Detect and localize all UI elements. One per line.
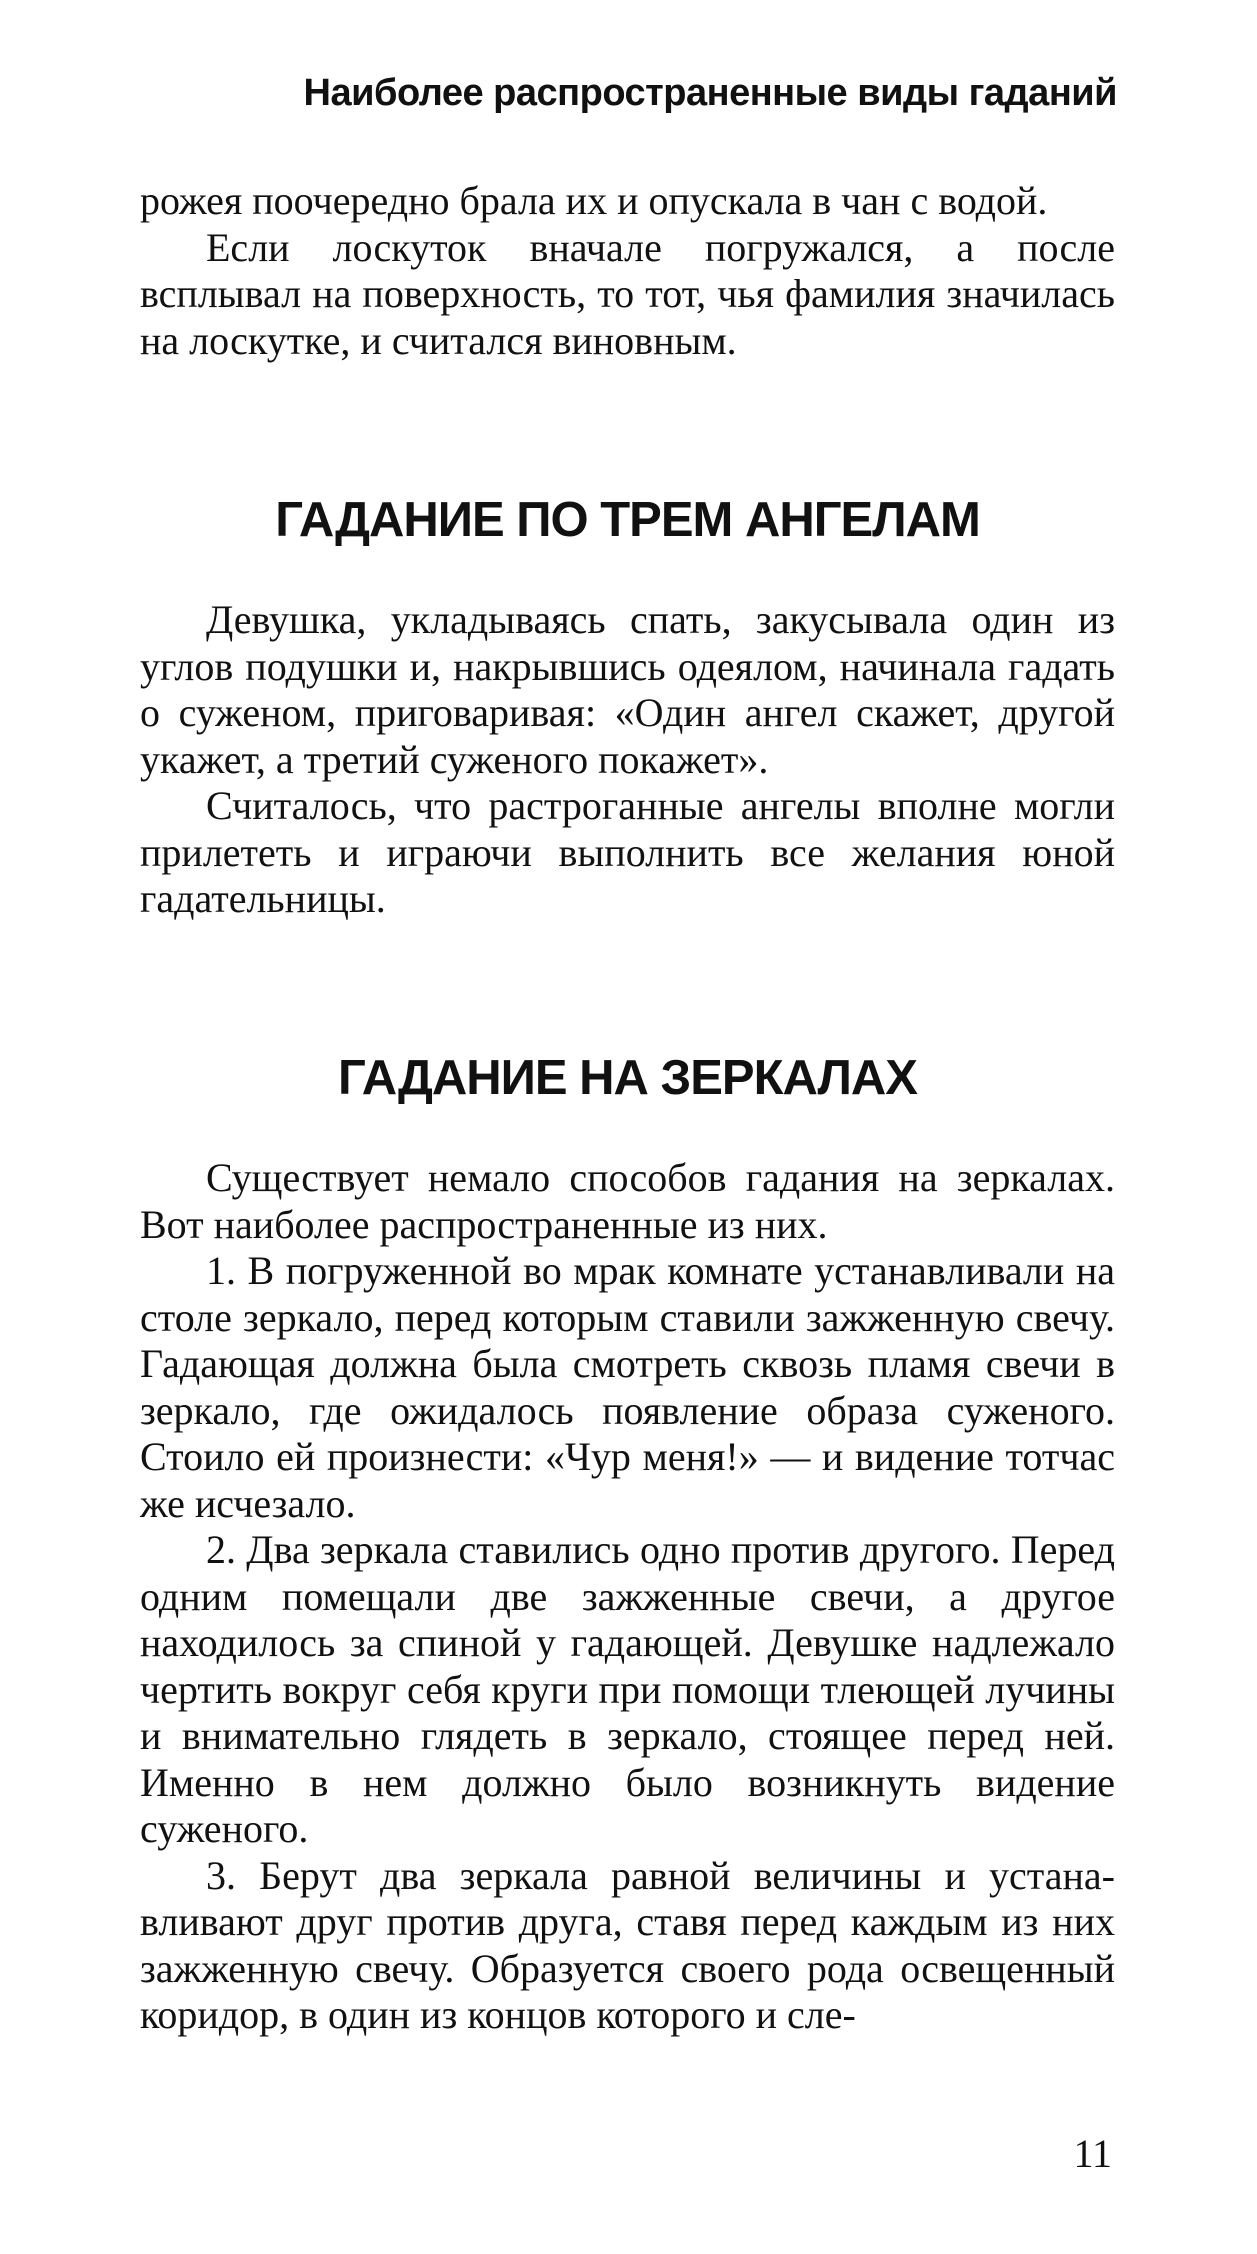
paragraph: Если лоскуток вначале погружался, а после всплывал на поверхность, то тот, чья фамилия значилась на лоскутке, и считался виновным. [140, 224, 1115, 363]
text-block-mirrors [140, 1155, 1115, 2039]
running-head: Наиболее распространенные виды гаданий [303, 72, 1117, 114]
paragraph: Девушка, укладываясь спать, закусывала один из углов подушки и, накрывшись одеялом, начинала гадать о суженом, приговаривая: «Один ангел скажет, другой укажет, а третий суженого покажет». [140, 597, 1115, 782]
paragraph: 1. В погруженной во мрак комнате устанавливали на столе зеркало, перед которым ставили зажженную свечу. Гадающая должна была смотреть сквозь пламя свечи в зеркало, где ожидалось появление образа суженого. Стоило ей произнести: «Чур меня!» — и видение тотчас же исчезало. [140, 1248, 1115, 1526]
text-block-intro [140, 178, 1115, 364]
paragraph: Существует немало способов гадания на зеркалах. Вот наиболее распространенные из них. [140, 1155, 1115, 1247]
paragraph: рожея поочередно брала их и опускала в чан с водой. [140, 178, 1048, 223]
text-block-angels [140, 597, 1115, 923]
section-heading-angels: ГАДАНИЕ ПО ТРЕМ АНГЕЛАМ [275, 493, 980, 547]
paragraph: 3. Берут два зеркала равной величины и устанавливают друг против друга, ставя перед каждым из них зажженную свечу. Образуется своего рода освещенный коридор, в один из концов которого и сле- [140, 1852, 1115, 2037]
page-number: 11 [1073, 2131, 1112, 2176]
paragraph: Считалось, что растроганные ангелы вполне могли прилететь и играючи выполнить все желания юной гадательницы. [140, 783, 1115, 921]
paragraph: 2. Два зеркала ставились одно против другого. Перед одним помещали две зажженные свечи, а другое находилось за спиной у гадающей. Девушке надлежало чертить вокруг себя круги при помощи тлеющей лучины и внимательно глядеть в зеркало, стоящее перед ней. Именно в нем должно было возникнуть видение суженого. [140, 1527, 1115, 1851]
section-heading-mirrors: ГАДАНИЕ НА ЗЕРКАЛАХ [338, 1051, 917, 1105]
